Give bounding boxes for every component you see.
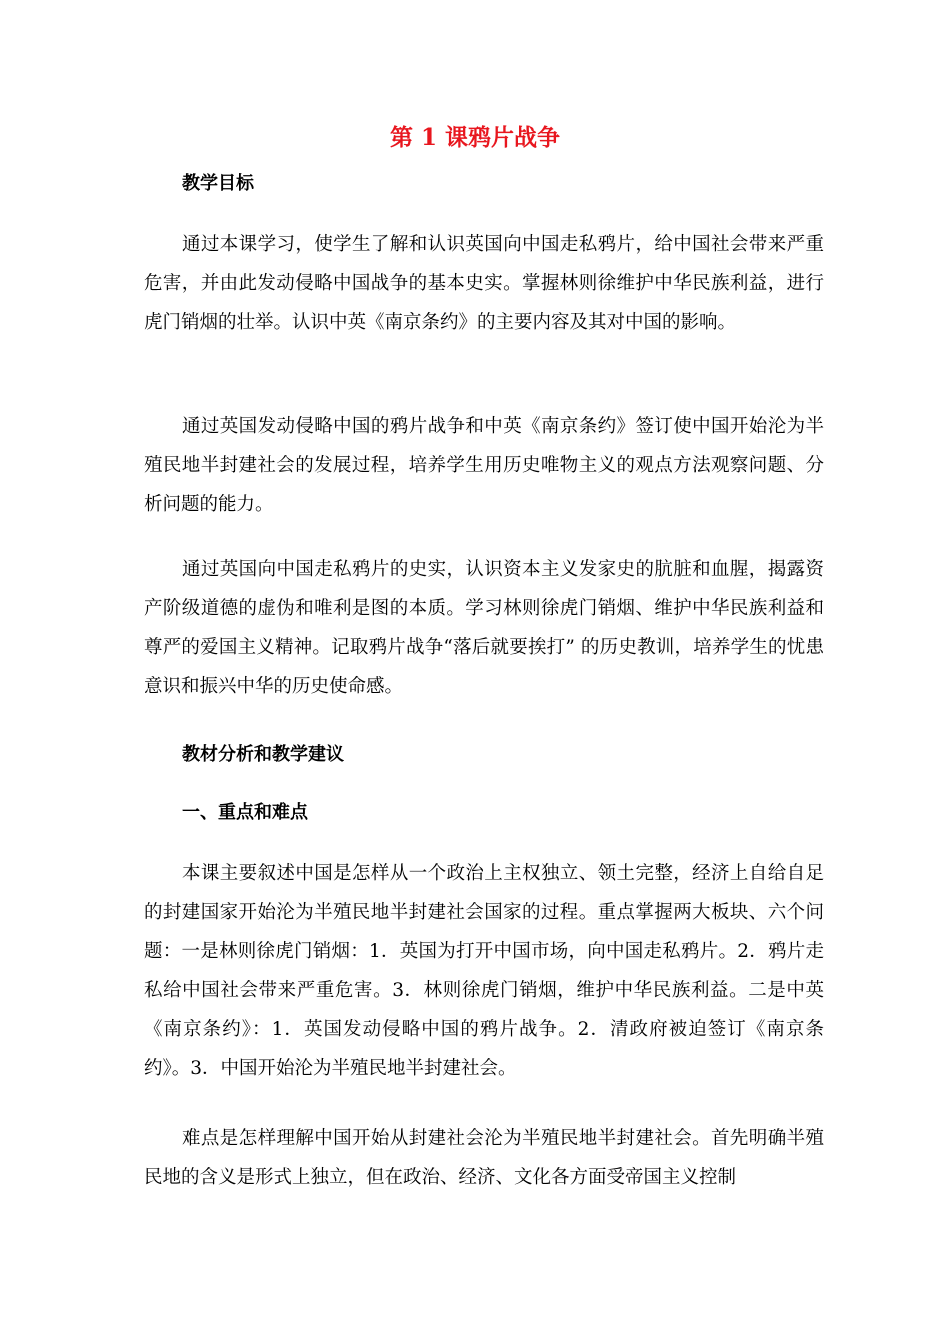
objectives-paragraph-1: 通过本课学习，使学生了解和认识英国向中国走私鸦片，给中国社会带来严重危害，并由此发动侵略中国战争的基本史实。掌握林则徐维护中华民族利益，进行虎门销烟的壮举。认识中英《南京条约》的主要内容及其对中国的影响。: [144, 234, 824, 333]
page-title: 第 1 课鸦片战争: [389, 124, 561, 151]
key-points-paragraph-2: 难点是怎样理解中国开始从封建社会沦为半殖民地半封建社会。首先明确半殖民地的含义是形式上独立，但在政治、经济、文化各方面受帝国主义控制: [144, 1128, 824, 1188]
objectives-paragraph-2: 通过英国发动侵略中国的鸦片战争和中英《南京条约》签订使中国开始沦为半殖民地半封建社会的发展过程，培养学生用历史唯物主义的观点方法观察问题、分析问题的能力。: [144, 416, 824, 515]
key-points-heading: 一、重点和难点: [182, 802, 308, 823]
objectives-paragraph-3: 通过英国向中国走私鸦片的史实，认识资本主义发家史的肮脏和血腥，揭露资产阶级道德的虚伪和唯利是图的本质。学习林则徐虎门销烟、维护中华民族利益和尊严的爱国主义精神。记取鸦片战争“落后就要挨打” 的历史教训，培养学生的忧患意识和振兴中华的历史使命感。: [144, 559, 824, 697]
key-points-paragraph-1: 本课主要叙述中国是怎样从一个政治上主权独立、领土完整，经济上自给自足的封建国家开始沦为半殖民地半封建社会国家的过程。重点掌握两大板块、六个问题：一是林则徐虎门销烟：1．英国为打开中国市场，向中国走私鸦片。2．鸦片走私给中国社会带来严重危害。3．林则徐虎门销烟，维护中华民族利益。二是中英《南京条约》：1．英国发动侵略中国的鸦片战争。2．清政府被迫签订《南京条约》。3．中国开始沦为半殖民地半封建社会。: [144, 863, 824, 1079]
analysis-heading: 教材分析和教学建议: [182, 744, 344, 765]
objectives-heading: 教学目标: [182, 173, 254, 194]
